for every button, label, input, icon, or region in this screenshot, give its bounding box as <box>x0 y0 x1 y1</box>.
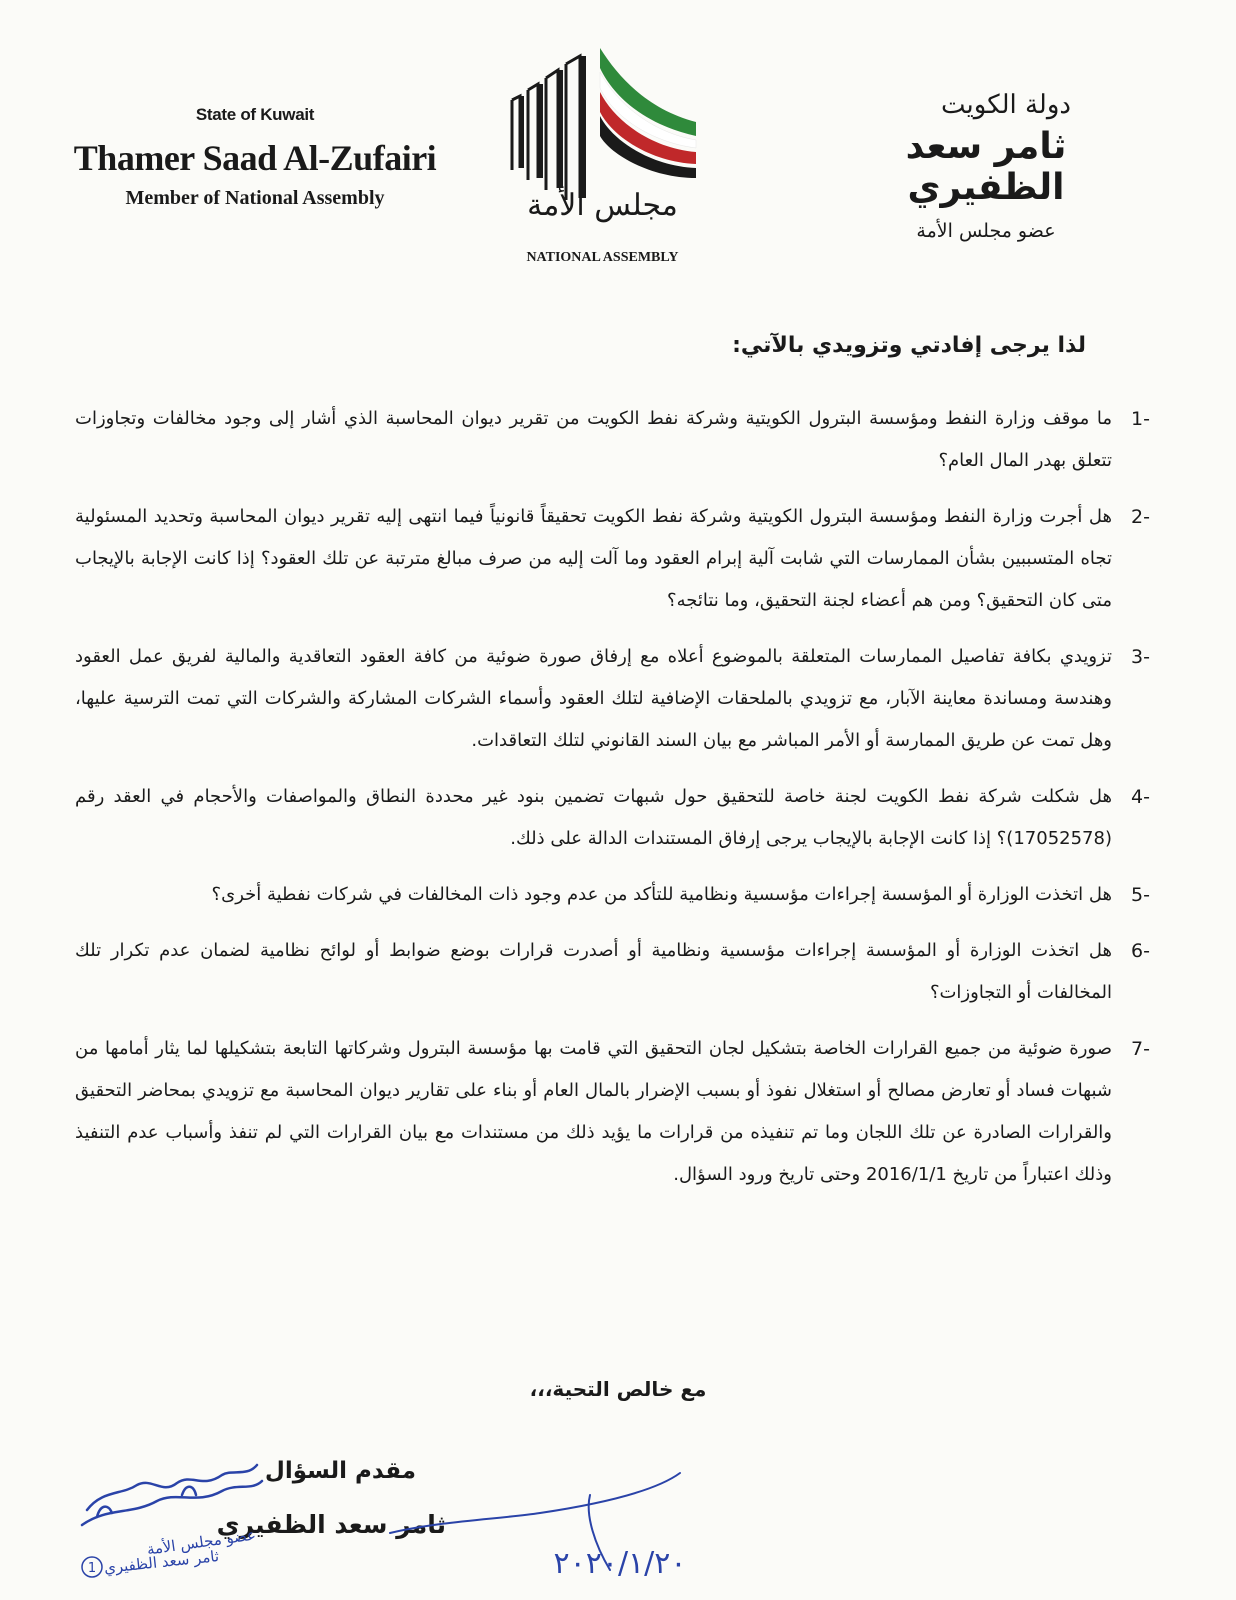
signature-date: ٢٠٢٠/١/٢٠ <box>553 1546 687 1581</box>
state-label-en: State of Kuwait <box>195 105 315 124</box>
question-number: -7 <box>1131 1038 1150 1060</box>
closing-greeting: مع خالص التحية،،، <box>529 1377 707 1401</box>
question-number: -3 <box>1131 646 1150 668</box>
stamp-page-marker: 1 <box>87 1561 97 1576</box>
stamp-role: عضو مجلس الأمة <box>145 1525 257 1559</box>
question-item <box>75 874 1150 916</box>
state-label-ar: دولة الكويت <box>941 90 1071 120</box>
question-text: ما موقف وزارة النفط ومؤسسة البترول الكويتية وشركة نفط الكويت من تقرير ديوان المحاسبة الذي أشار إلى وجود مخالفات وتجاوزات تتعلق بهدر المال العام؟ <box>75 408 1112 471</box>
member-role-en: Member of National Assembly <box>125 187 385 209</box>
question-number: -6 <box>1131 940 1150 962</box>
question-item <box>75 496 1150 622</box>
member-name-en: Thamer Saad Al-Zufairi <box>73 138 437 178</box>
questions-list <box>75 398 1150 1210</box>
question-item <box>75 1028 1150 1196</box>
intro-line: لذا يرجى إفادتي وتزويدي بالآتي: <box>732 333 1086 358</box>
question-text: هل أجرت وزارة النفط ومؤسسة البترول الكويتية وشركة نفط الكويت تحقيقاً قانونياً فيما انتهى إليه تقرير ديوان المحاسبة وتحديد المسئولية تجاه المتسببين بشأن الممارسات التي شابت آلية إبرام العقود وما آلت إليه من صرف مبالغ مترتبة عن تلك العقود؟ إذا كانت الإجابة بالإيجاب متى كان التحقيق؟ ومن هم أعضاء لجنة التحقيق، وما نتائجه؟ <box>75 506 1112 611</box>
question-text: تزويدي بكافة تفاصيل الممارسات المتعلقة بالموضوع أعلاه مع إرفاق صورة ضوئية من كافة العقود التعاقدية والمالية لفريق عمل العقود وهندسة ومساندة معاينة الآبار، مع تزويدي بالملحقات الإضافية لتلك العقود وأسماء الشركات المشاركة والشركات التي تمت الترسية عليها، وهل تمت عن طريق الممارسة أو الأمر المباشر مع بيان السند القانوني لتلك التعاقدات. <box>75 646 1112 751</box>
submitter-name: ثامر سعد الظفيري <box>216 1510 446 1539</box>
logo-arabic-text: مجلس الأمة <box>527 188 678 223</box>
national-assembly-logo <box>500 40 700 270</box>
submitter-label: مقدم السؤال <box>264 1458 416 1484</box>
question-number: -4 <box>1131 786 1150 808</box>
question-number: -1 <box>1131 408 1150 430</box>
member-stamp <box>62 1455 272 1585</box>
handwritten-signature <box>380 1455 710 1595</box>
question-text: صورة ضوئية من جميع القرارات الخاصة بتشكيل لجان التحقيق التي قامت بها مؤسسة البترول وشركاتها التابعة بتشكيلها لما يثار أمامها من شبهات فساد أو تعارض مصالح أو استغلال نفوذ أو بسبب الإضرار بالمال العام أو بناء على تقارير ديوان المحاسبة مع تزويدي بمحاضر التحقيق والقرارات الصادرة عن تلك اللجان وما تم تنفيذه من قرارات ما يؤيد ذلك من مستندات مع بيان القرارات التي لم تنفذ وأسباب عدم التنفيذ وذلك اعتباراً من تاريخ 2016/1/1 وحتى تاريخ ورود السؤال. <box>75 1038 1112 1185</box>
question-text: هل اتخذت الوزارة أو المؤسسة إجراءات مؤسسية ونظامية للتأكد من عدم وجود ذات المخالفات في شركات نفطية أخرى؟ <box>211 884 1112 905</box>
question-text: هل اتخذت الوزارة أو المؤسسة إجراءات مؤسسية ونظامية أو أصدرت قرارات بوضع ضوابط أو لوائح نظامية لضمان عدم تكرار تلك المخالفات أو التجاوزات؟ <box>75 940 1112 1003</box>
question-number: -5 <box>1131 884 1150 906</box>
question-item <box>75 636 1150 762</box>
letterhead-english <box>55 105 455 210</box>
question-text: هل شكلت شركة نفط الكويت لجنة خاصة للتحقيق حول شبهات تضمين بنود غير محددة النطاق والمواصفات والأحجام في العقد رقم (17052578)؟ إذا كانت الإجابة بالإيجاب يرجى إرفاق المستندات الدالة على ذلك. <box>75 786 1112 849</box>
letterhead-arabic <box>836 90 1136 242</box>
member-role-ar: عضو مجلس الأمة <box>916 220 1056 242</box>
stamp-name: ثامر سعد الظفيري <box>103 1547 220 1578</box>
question-item <box>75 398 1150 482</box>
logo-caption: NATIONAL ASSEMBLY <box>526 250 679 265</box>
question-number: -2 <box>1131 506 1150 528</box>
question-item <box>75 776 1150 860</box>
question-item <box>75 930 1150 1014</box>
member-name-ar: ثامر سعد الظفيري <box>905 126 1067 208</box>
